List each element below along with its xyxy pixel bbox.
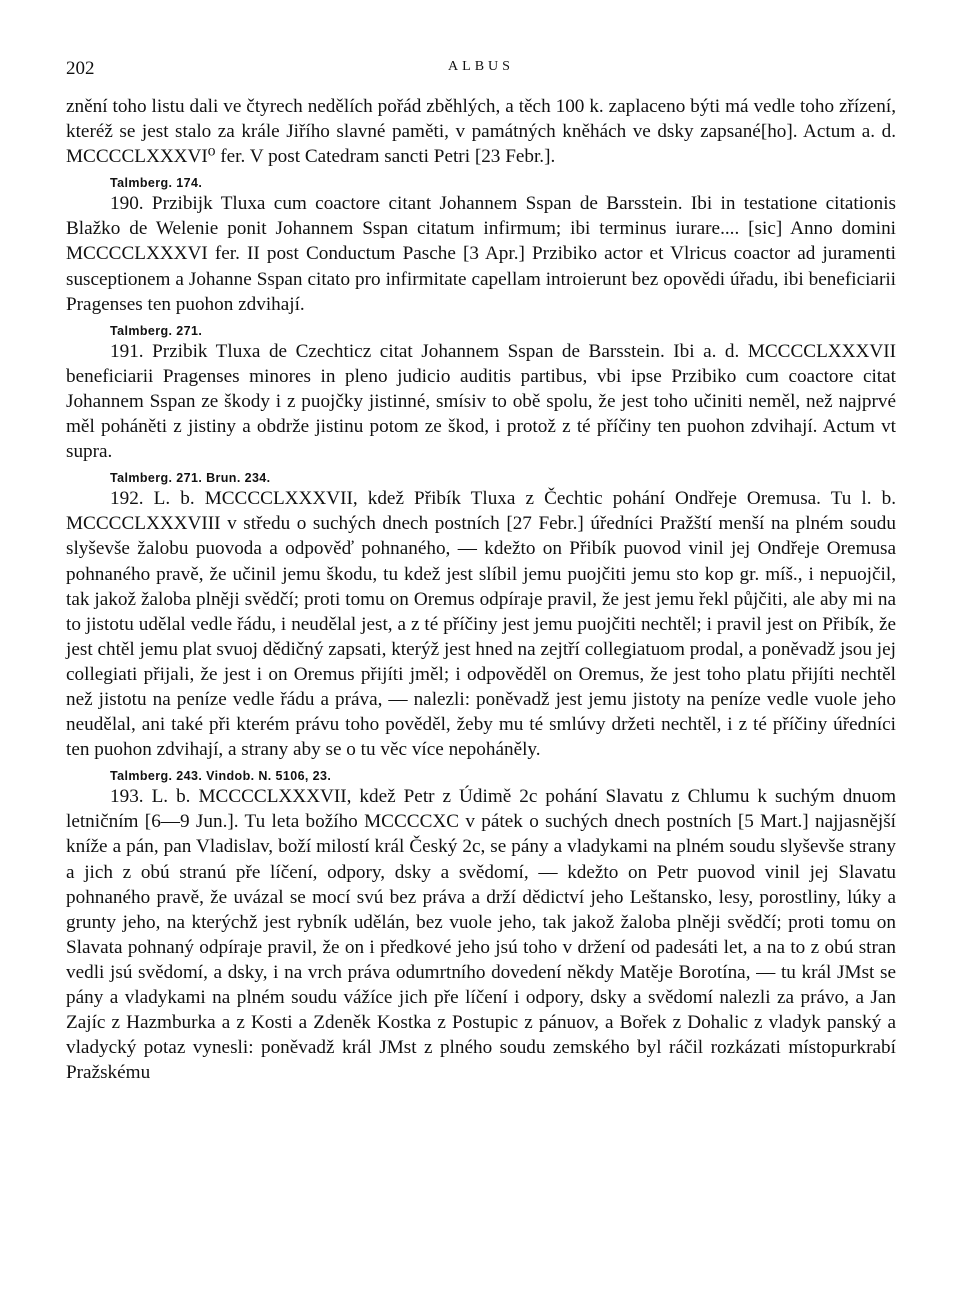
entry-190 bbox=[66, 191, 896, 338]
entry-191 bbox=[66, 339, 896, 486]
page-header bbox=[66, 58, 896, 82]
page-number: 202 bbox=[66, 58, 95, 79]
entry-192 bbox=[66, 486, 896, 784]
page-body bbox=[66, 94, 896, 1085]
source-reference: Talmberg. 271. Brun. 234. bbox=[110, 471, 271, 486]
entry-continuation bbox=[66, 94, 896, 191]
source-reference: Talmberg. 243. Vindob. N. 5106, 23. bbox=[110, 769, 332, 784]
entry-text: 190. Przibijk Tluxa cum coactore citant Johannem Sspan de Barsstein. Ibi in testatione citationis Blažko de Welenie ponit Johannem Sspan citatum infirmum; ibi terminus iurare.... [sic] Anno domini MCCCCLXXXVI fer. II post Conductum Pasche [3 Apr.] Przibiko actor et Vlricus coactor ad juramenti susceptionem a Johanne Sspan citato pro infirmitate capellam introierunt bez opovědi úřadu, ibi beneficiarii Pragenses ten puohon zdvihají. bbox=[66, 193, 896, 315]
source-reference: Talmberg. 271. bbox=[110, 323, 203, 338]
entry-text: 191. Przibik Tluxa de Czechticz citat Johannem Sspan de Barsstein. Ibi a. d. MCCCCLXXXVII beneficiarii Pragenses minores in pleno judicio auditis partibus, vbi ipse Przibiko cum coactore citat Johannem Sspan ze škody i z puojčky jistinné, smísiv to obě spolu, že jest toho učiniti neměl, než najprvé měl poháněti z jistiny a obdrže jistinu potom ze škod, i protož z té příčiny ten puohon zdvihají. Actum vt supra. bbox=[66, 340, 896, 463]
entry-text: znění toho listu dali ve čtyrech nedělích pořád zběhlých, a těch 100 k. zaplaceno býti má vedle toho zřízení, kteréž se jest stalo za krále Jiřího slavné paměti, v památných kněhách ve dsky zapsané[ho]. Actum a. d. MCCCCLXXXVI⁰ fer. V post Catedram sancti Petri [23 Febr.]. bbox=[66, 96, 896, 168]
source-reference: Talmberg. 174. bbox=[110, 176, 203, 191]
entry-text: 193. L. b. MCCCCLXXXVII, kdež Petr z Údimě 2c pohání Slavatu z Chlumu k suchým dnuom letničním [6—9 Jun.]. Tu leta božího MCCCCXC v pátek o suchých dnech postních [5 Mart.] najjasnější kníže a pán, pan Vladislav, boží milostí král Český 2c, se pány a vladykami na plném soudu slyševše strany a jich z obú stranú pře líčení, odpory, dsky a svědomí, — kdežto on Petr puovod vinil jej Slavatu pohnaného pravě, že uvázal se mocí svú bez práva a drží dědictví jeho Leštansko, lesy, porostliny, lúky a grunty jeho, na kterýchž jest rybník udělán, bez vuole jeho, tak jakož žaloba plněji svědčí; proti tomu on Slavata pohnaný odpíraje pravil, že on i předkové jeho jsú toho v držení od padesáti let, a na to z obú stran vedli jsú svědomí, a dsky, i na vrch práva odumrtního dovedení někdy Matěje Borotína, — tu král JMst se pány a vladykami na plném soudu vážíce jich pře líčení i odpory, dsky a svědomí nalezli za právo, a Jan Zajíc z Hazmburka a z Kosti a Zdeněk Kostka z Postupic z pánuov, a Bořek z Dohalic z vladyk panský a vladycký potaz vynesli: poněvadž král JMst z plného soudu zemského byl ráčil rozkázati místopurkrabí Pražskému bbox=[66, 786, 896, 1084]
entry-193 bbox=[66, 784, 896, 1085]
running-title: ALBUS bbox=[448, 59, 514, 74]
entry-text: 192. L. b. MCCCCLXXXVII, kdež Přibík Tluxa z Čechtic pohání Ondřeje Oremusa. Tu l. b. MCCCCLXXXVIII v středu o suchých dnech postních [27 Febr.] úředníci Pražští menší na plném soudu slyševše žalobu puovoda a odpověď pohnaného, — kdežto on Přibík puovod vinil jej Ondřeje Oremusa pohnaného pravě, že učinil jemu škodu, tu kdež jest slíbil jemu puojčiti jemu sto kop gr. míš., i nepuojčil, tak jakož žaloba plněji svědčí; proti tomu on Oremus odpíraje pravil, že jest jemu řekl půjčiti, ale aby mi na to jistotu udělal vedle řádu, i neudělal jest, a z té příčiny jest jemu puojčiti nechtěl; i pravil jest on Přibík, že jest chtěl jemu plat svuoj dědičný zapsati, kterýž jest hned na zejtří collegiatuom prodal, a poněvadž jsou jej collegiati přijali, že jest i on Oremus přijíti jměl; i odpověděl on Oremus, že jest toho platu přijíti nechtěl než jistotu na peníze vedle řádu a práva, — nalezli: poněvadž jest jemu jistoty na peníze vedle vuole jeho neudělal, ani také při kterém právu toho pověděl, žeby mu té smlúvy držeti nechtěl, i z té příčiny úředníci ten puohon zdvihají, a strany aby se o tu věc více nepoháněly. bbox=[66, 488, 896, 761]
